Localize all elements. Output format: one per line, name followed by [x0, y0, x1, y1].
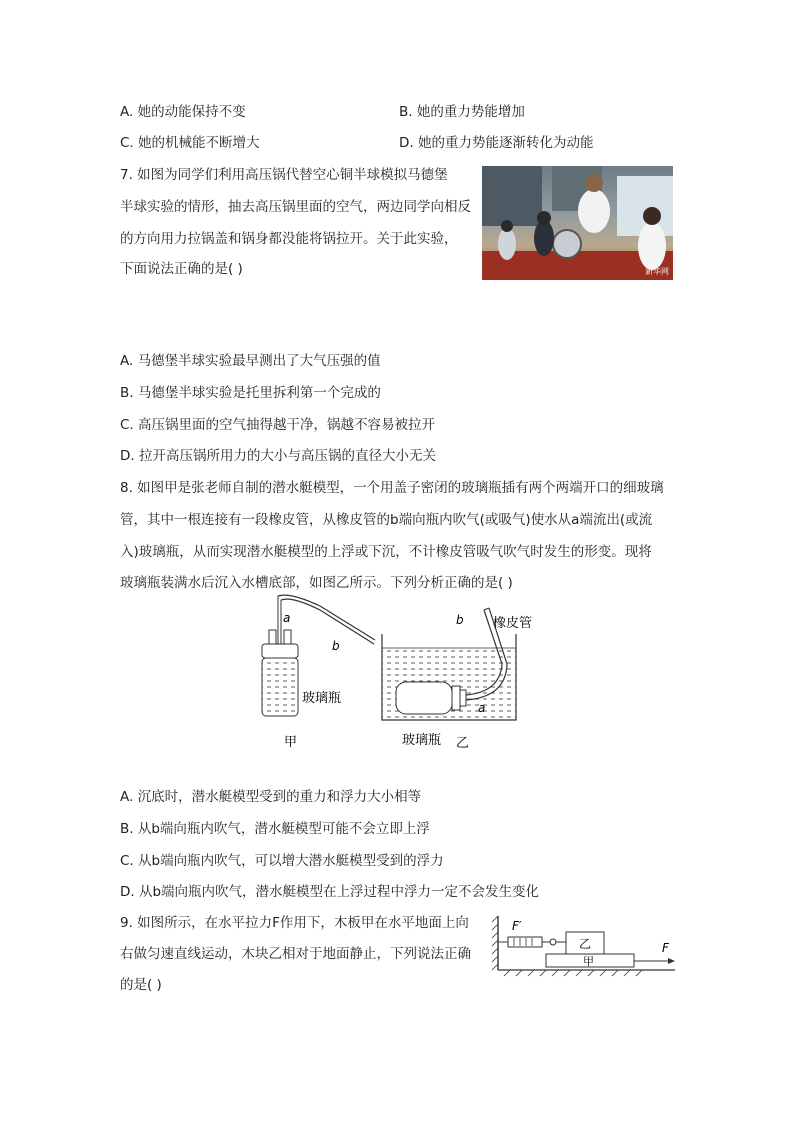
q7-stem-line-4: 下面说法正确的是( ): [120, 261, 243, 277]
q9-figure: [490, 912, 680, 986]
caption-yi: 乙: [456, 736, 470, 751]
q8-figure: [250, 594, 550, 763]
q7-stem-line-2: 半球实验的情形，抽去高压锅里面的空气，两边同学向相反: [120, 199, 471, 215]
bottle-label-right: 玻璃瓶: [402, 733, 442, 748]
q8-stem-line-4: 玻璃瓶装满水后沉入水槽底部，如图乙所示。下列分析正确的是( ): [120, 575, 513, 591]
q8-option-c: C. 从b端向瓶内吹气，可以增大潜水艇模型受到的浮力: [120, 853, 444, 869]
label-jia: 甲: [583, 955, 594, 968]
q7-option-c: C. 高压锅里面的空气抽得越干净，锅越不容易被拉开: [120, 417, 436, 433]
q7-option-a: A. 马德堡半球实验最早测出了大气压强的值: [120, 353, 381, 369]
label-b2: b: [456, 613, 464, 627]
q6-option-b: B. 她的重力势能增加: [399, 104, 525, 120]
label-f-prime: F′: [512, 919, 522, 933]
q6-option-c: C. 她的机械能不断增大: [120, 135, 260, 151]
bottle-label-left: 玻璃瓶: [302, 691, 342, 706]
q6-option-a: A. 她的动能保持不变: [120, 104, 246, 120]
q7-photo: [482, 166, 673, 280]
q9-stem-line-1: 9. 如图所示，在水平拉力F作用下，木板甲在水平地面上向: [120, 915, 469, 931]
q6-option-d: D. 她的重力势能逐渐转化为动能: [399, 135, 594, 151]
label-b: b: [332, 639, 340, 653]
label-yi: 乙: [579, 937, 592, 951]
q8-stem-line-1: 8. 如图甲是张老师自制的潜水艇模型，一个用盖子密闭的玻璃瓶插有两个两端开口的细玻璃: [120, 480, 664, 496]
photo-watermark: 新华网: [645, 267, 669, 276]
label-a2: a: [478, 701, 486, 715]
q7-option-b: B. 马德堡半球实验是托里拆利第一个完成的: [120, 385, 381, 401]
caption-jia: 甲: [284, 735, 298, 750]
q7-stem-line-1: 7. 如图为同学们利用高压锅代替空心铜半球模拟马德堡: [120, 167, 448, 183]
q7-stem-line-3: 的方向用力拉锅盖和锅身都没能将锅拉开。关于此实验，: [120, 231, 458, 247]
q9-stem-line-2: 右做匀速直线运动，木块乙相对于地面静止，下列说法正确: [120, 946, 471, 962]
q9-stem-line-3: 的是( ): [120, 977, 162, 993]
label-f: F: [662, 941, 669, 955]
q8-option-b: B. 从b端向瓶内吹气，潜水艇模型可能不会立即上浮: [120, 821, 430, 837]
q8-stem-line-2: 管，其中一根连接有一段橡皮管，从橡皮管的b端向瓶内吹气(或吸气)使水从a端流出(或流: [120, 512, 653, 528]
q7-option-d: D. 拉开高压锅所用力的大小与高压锅的直径大小无关: [120, 448, 436, 464]
tube-label: 橡皮管: [493, 616, 533, 631]
q8-option-d: D. 从b端向瓶内吹气，潜水艇模型在上浮过程中浮力一定不会发生变化: [120, 884, 540, 900]
q8-stem-line-3: 入)玻璃瓶，从而实现潜水艇模型的上浮或下沉，不计橡皮管吸气吹气时发生的形变。现将: [120, 544, 652, 560]
q8-option-a: A. 沉底时，潜水艇模型受到的重力和浮力大小相等: [120, 789, 422, 805]
label-a: a: [283, 611, 291, 625]
